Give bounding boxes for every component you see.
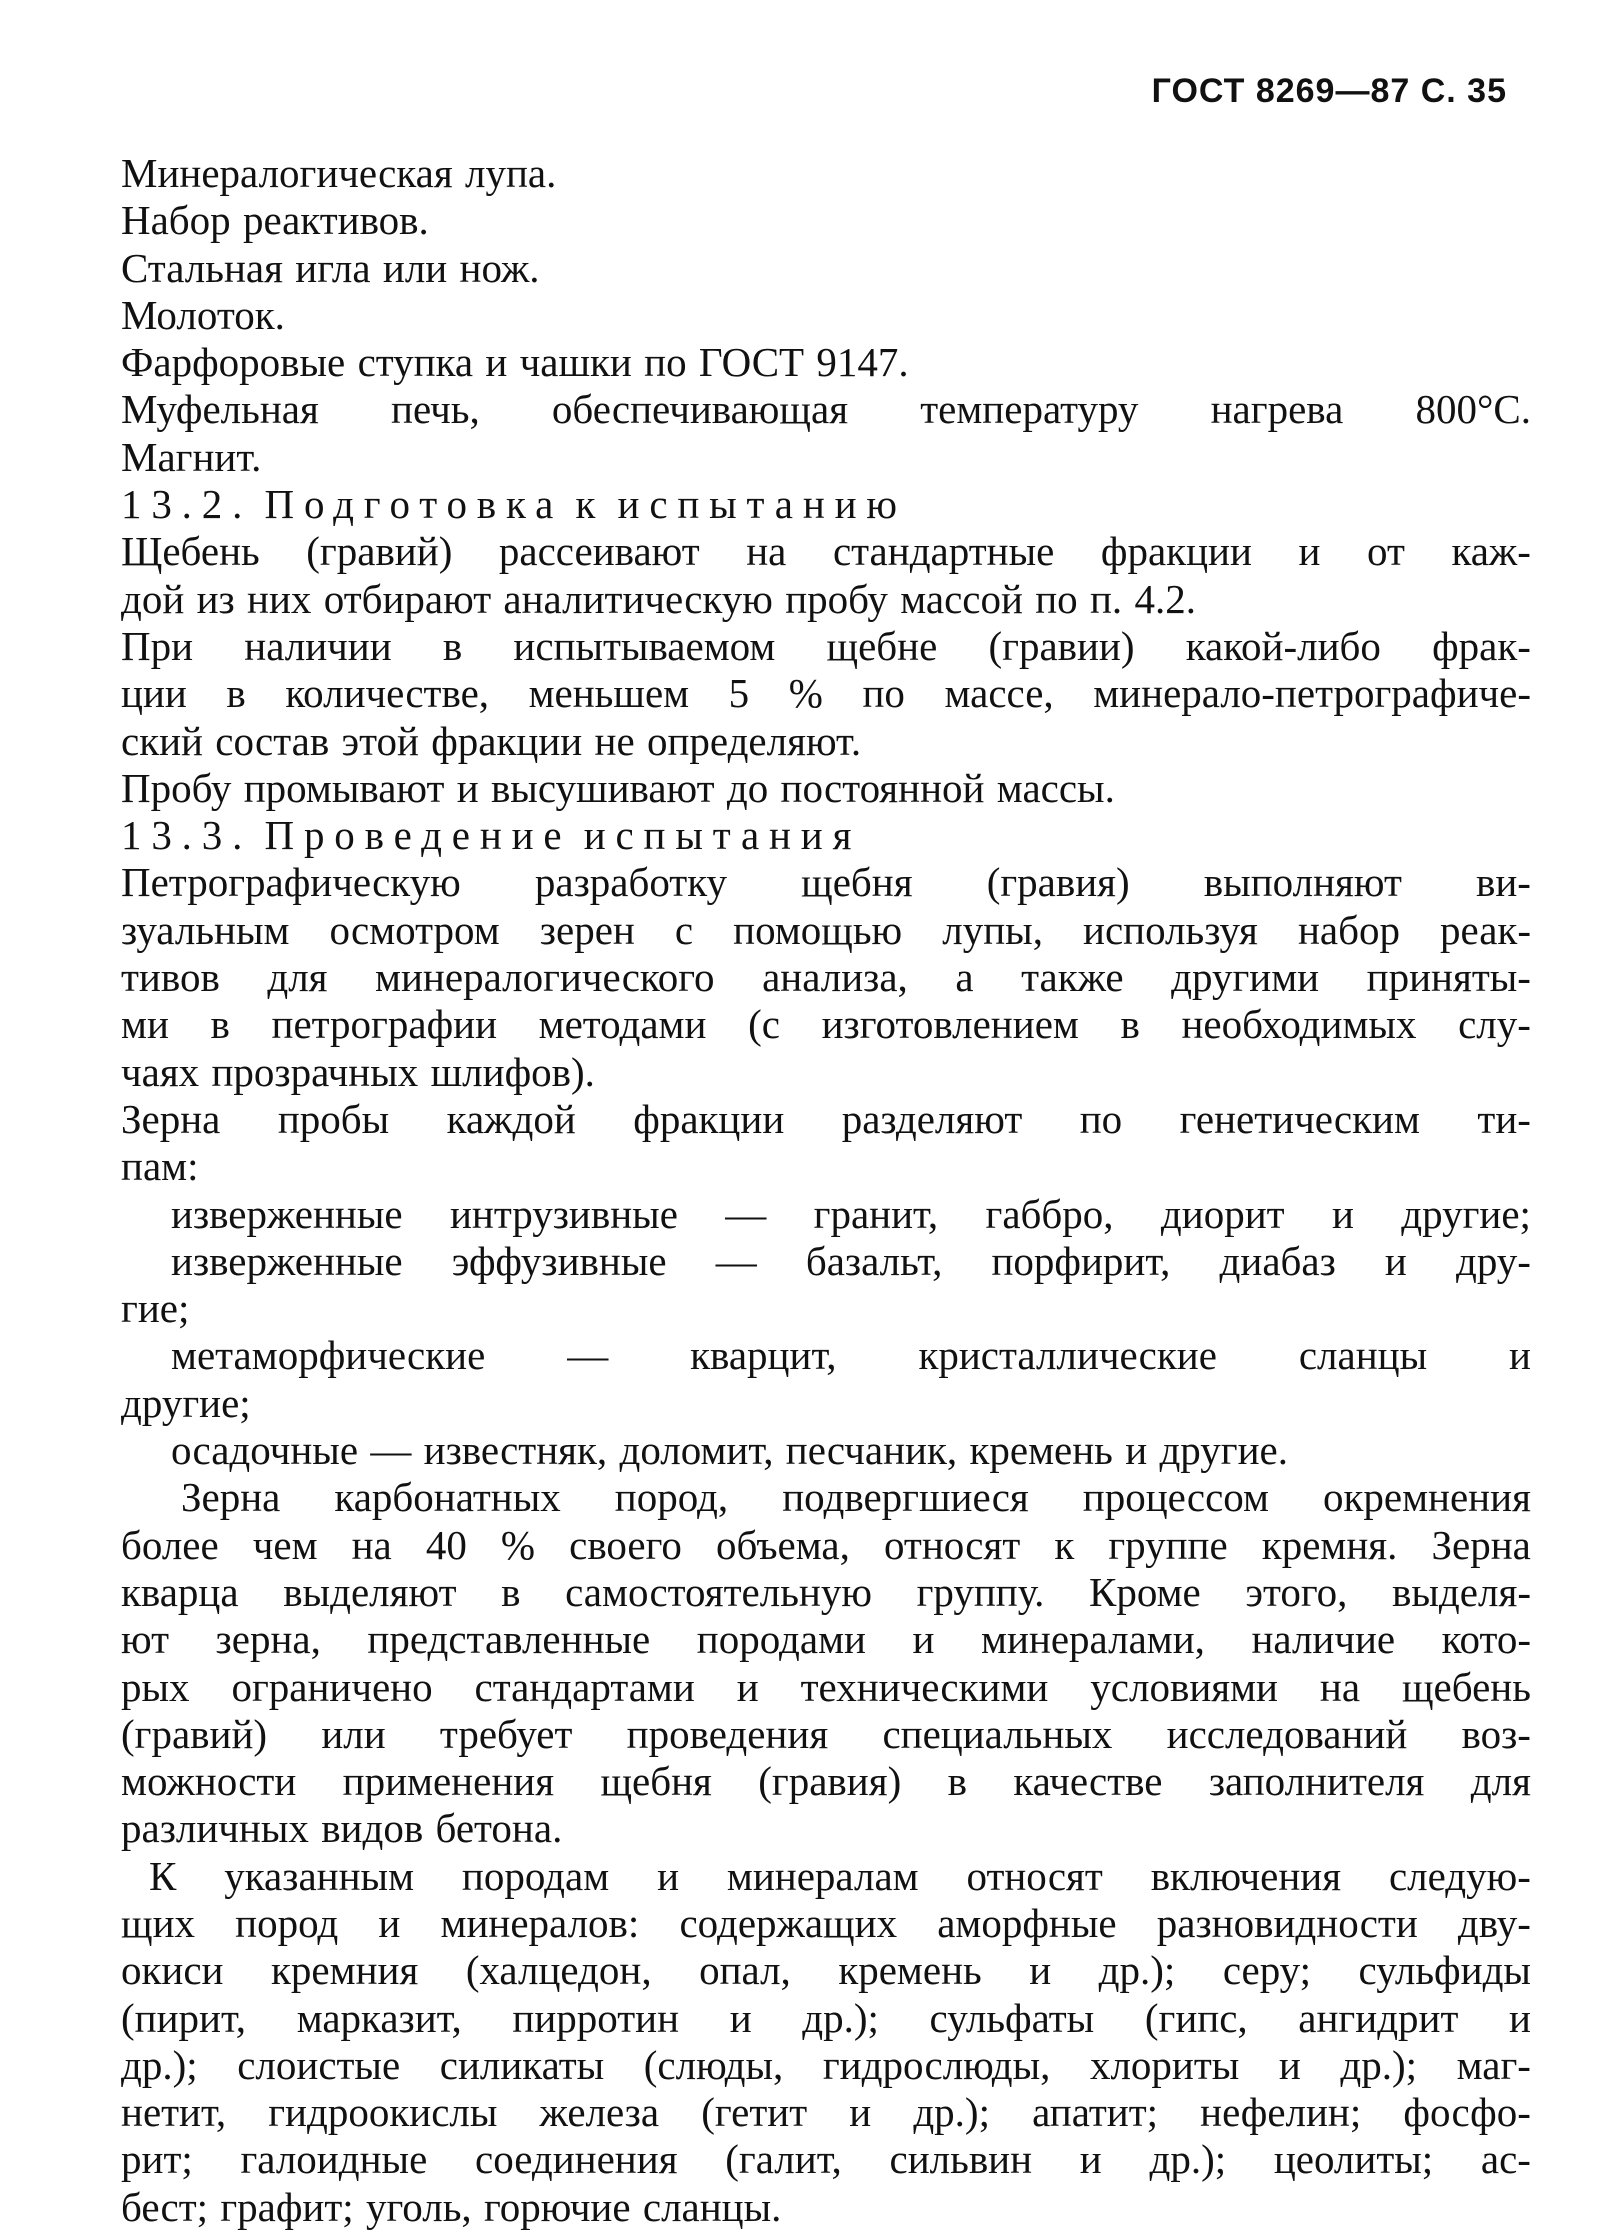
- text-line: др.); слоистые силикаты (слюды, гидрослюды, хлориты и др.); маг-: [121, 2041, 1531, 2088]
- text-line: щих пород и минералов: содержащих аморфные разновидности дву-: [121, 1899, 1531, 1946]
- text-line: Фарфоровые ступка и чашки по ГОСТ 9147.: [121, 339, 909, 386]
- text-line: тивов для минералогического анализа, а также другими приняты-: [121, 954, 1531, 1001]
- text-line: осадочные — известняк, доломит, песчаник, кремень и другие.: [171, 1427, 1288, 1474]
- list-intrusive: [121, 1191, 1531, 1238]
- paragraph-sieving: [121, 528, 1531, 623]
- text-line: окиси кремния (халцедон, опал, кремень и др.); серу; сульфиды: [121, 1947, 1531, 1994]
- text-line: чаях прозрачных шлифов).: [121, 1048, 595, 1095]
- text-line: гие;: [121, 1285, 190, 1332]
- text-line: Муфельная печь, обеспечивающая температуру нагрева 800°С.: [121, 386, 1531, 433]
- text-line: ют зерна, представленные породами и минералами, наличие кото-: [121, 1616, 1531, 1663]
- list-effusive: [121, 1238, 1531, 1333]
- equip-magnet: [121, 434, 1531, 481]
- list-metamorphic: [121, 1332, 1531, 1427]
- paragraph-washing: [121, 765, 1531, 812]
- list-sedimentary: [121, 1427, 1531, 1474]
- equip-reagents: [121, 197, 1531, 244]
- text-line: кварца выделяют в самостоятельную группу. Кроме этого, выделя-: [121, 1568, 1531, 1615]
- text-line: Петрографическую разработку щебня (гравия) выполняют ви-: [121, 859, 1531, 906]
- text-line: Зерна пробы каждой фракции разделяют по генетическим ти-: [121, 1095, 1531, 1142]
- text-line: Минералогическая лупа.: [121, 150, 557, 196]
- text-line: ский состав этой фракции не определяют.: [121, 717, 862, 764]
- equip-hammer: [121, 292, 1531, 339]
- paragraph-minerals-list: [121, 1853, 1531, 2231]
- text-line: К указанным породам и минералам относят включения следую-: [149, 1852, 1531, 1899]
- text-line: пам:: [121, 1143, 199, 1190]
- text-line: различных видов бетона.: [121, 1805, 563, 1852]
- text-line: Зерна карбонатных пород, подвергшиеся процессом окремнения: [181, 1474, 1531, 1521]
- text-line: (пирит, марказит, пирротин и др.); сульфаты (гипс, ангидрит и: [121, 1994, 1531, 2041]
- text-line: изверженные эффузивные — базальт, порфирит, диабаз и дру-: [171, 1237, 1531, 1284]
- equip-needle: [121, 245, 1531, 292]
- equip-magnifier: [121, 150, 1531, 197]
- document-body: [121, 150, 1531, 2231]
- text-line: метаморфические — кварцит, кристаллические сланцы и: [171, 1332, 1531, 1379]
- section-13-2-heading: [121, 481, 1531, 528]
- text-line: ции в количестве, меньшем 5 % по массе, минерало-петрографиче-: [121, 670, 1531, 717]
- text-line: Магнит.: [121, 433, 262, 480]
- text-line: более чем на 40 % своего объема, относят к группе кремня. Зерна: [121, 1521, 1531, 1568]
- equip-mortars: [121, 339, 1531, 386]
- text-line: ми в петрографии методами (с изготовлением в необходимых слу-: [121, 1001, 1531, 1048]
- paragraph-small-fraction: [121, 623, 1531, 765]
- text-line: можности применения щебня (гравия) в качестве заполнителя для: [121, 1758, 1531, 1805]
- text-line: нетит, гидроокислы железа (гетит и др.); апатит; нефелин; фосфо-: [121, 2089, 1531, 2136]
- paragraph-petrography: [121, 859, 1531, 1095]
- text-line: дой из них отбирают аналитическую пробу массой по п. 4.2.: [121, 575, 1196, 622]
- text-line: Набор реактивов.: [121, 197, 429, 244]
- text-line: рит; галоидные соединения (галит, сильвин и др.); цеолиты; ас-: [121, 2136, 1531, 2183]
- text-line: (гравий) или требует проведения специальных исследований воз-: [121, 1710, 1531, 1757]
- text-line: другие;: [121, 1379, 251, 1426]
- text-line: 13.3. Проведение испытания: [121, 812, 862, 859]
- text-line: При наличии в испытываемом щебне (гравии) какой-либо фрак-: [121, 622, 1531, 669]
- text-line: изверженные интрузивные — гранит, габбро, диорит и другие;: [171, 1190, 1531, 1237]
- paragraph-carbonate: [121, 1474, 1531, 1852]
- section-13-3-heading: [121, 812, 1531, 859]
- text-line: 13.2. Подготовка к испытанию: [121, 481, 907, 528]
- text-line: Молоток.: [121, 291, 285, 338]
- text-line: рых ограничено стандартами и техническими условиями на щебень: [121, 1663, 1531, 1710]
- text-line: зуальным осмотром зерен с помощью лупы, используя набор реак-: [121, 906, 1531, 953]
- text-line: Стальная игла или нож.: [121, 244, 540, 291]
- text-line: Щебень (гравий) рассеивают на стандартные фракции и от каж-: [121, 528, 1531, 575]
- text-line: бест; графит; уголь, горючие сланцы.: [121, 2183, 782, 2230]
- text-line: Пробу промывают и высушивают до постоянной массы.: [121, 764, 1115, 811]
- paragraph-genetic-types: [121, 1096, 1531, 1191]
- equip-furnace: [121, 386, 1531, 433]
- page-header: ГОСТ 8269—87 С. 35: [1151, 72, 1507, 110]
